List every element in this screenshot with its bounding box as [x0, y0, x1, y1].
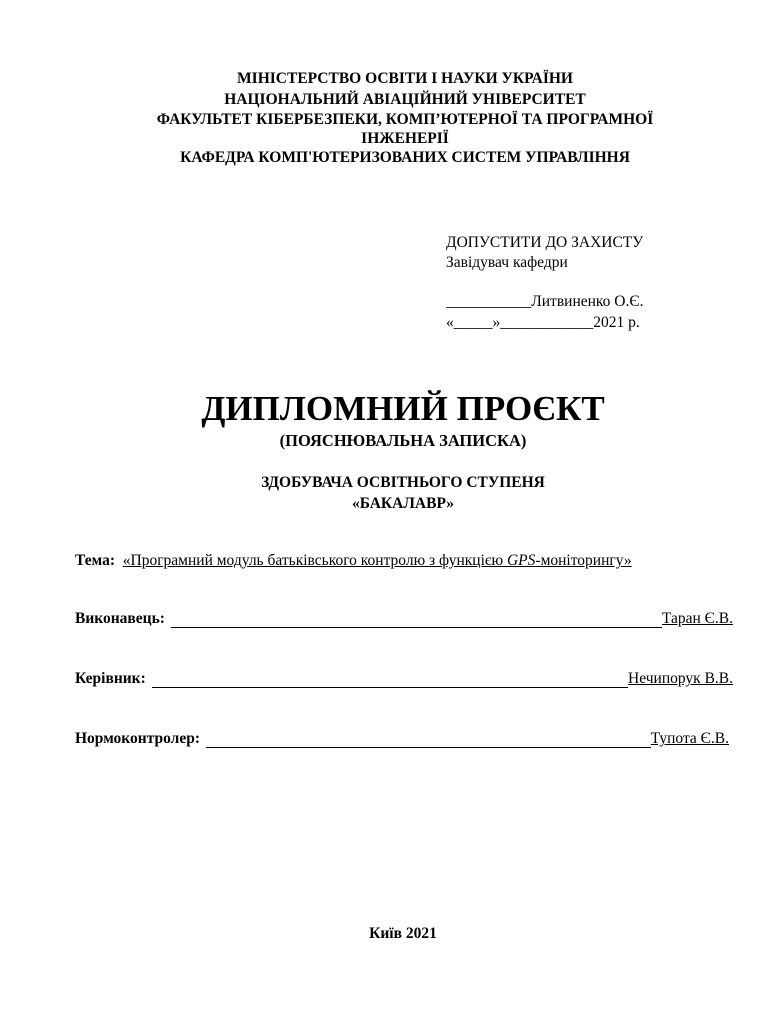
degree-line: ЗДОБУВАЧА ОСВІТНЬОГО СТУПЕНЯ — [261, 474, 545, 491]
faculty-line-continued: ІНЖЕНЕРІЇ — [361, 130, 449, 147]
theme-row — [75, 551, 632, 570]
supervisor-label: Керівник: — [75, 670, 146, 687]
document-title: ДИПЛОМНИЙ ПРОЄКТ — [201, 389, 605, 428]
supervisor-signature-line — [152, 672, 628, 688]
theme-label: Тема: — [75, 552, 115, 569]
approval-position: Завідувач кафедри — [446, 254, 568, 271]
normcontroller-name: Тупота Є.В. — [650, 730, 729, 747]
normcontroller-row — [75, 729, 729, 748]
city-year: Київ 2021 — [369, 925, 437, 942]
approval-date: «_____»____________2021 р. — [446, 314, 640, 331]
theme-value: «Програмний модуль батьківського контролю з функцією GPS-моніторингу» — [122, 552, 632, 569]
normcontroller-label: Нормоконтролер: — [75, 730, 201, 747]
normcontroller-signature-line — [206, 732, 651, 748]
executor-name: Таран Є.В. — [661, 610, 733, 627]
executor-row — [75, 609, 733, 628]
approval-signature: ___________Литвиненко О.Є. — [446, 293, 644, 310]
ministry-line: МІНІСТЕРСТВО ОСВІТИ І НАУКИ УКРАЇНИ — [237, 70, 573, 87]
theme-gps: GPS — [506, 552, 536, 569]
supervisor-name: Нечипорук В.В. — [628, 670, 733, 687]
university-line: НАЦІОНАЛЬНИЙ АВІАЦІЙНИЙ УНІВЕРСИТЕТ — [224, 91, 586, 108]
department-line: КАФЕДРА КОМП'ЮТЕРИЗОВАНИХ СИСТЕМ УПРАВЛІННЯ — [180, 149, 630, 166]
document-subtitle: (ПОЯСНЮВАЛЬНА ЗАПИСКА) — [279, 431, 527, 450]
supervisor-row — [75, 669, 733, 688]
faculty-line: ФАКУЛЬТЕТ КІБЕРБЕЗПЕКИ, КОМП’ЮТЕРНОЇ ТА ПРОГРАМНОЇ — [156, 111, 654, 128]
approval-heading: ДОПУСТИТИ ДО ЗАХИСТУ — [446, 234, 644, 251]
degree-name: «БАКАЛАВР» — [351, 495, 455, 512]
executor-signature-line — [171, 612, 662, 628]
executor-label: Виконавець: — [75, 610, 165, 627]
